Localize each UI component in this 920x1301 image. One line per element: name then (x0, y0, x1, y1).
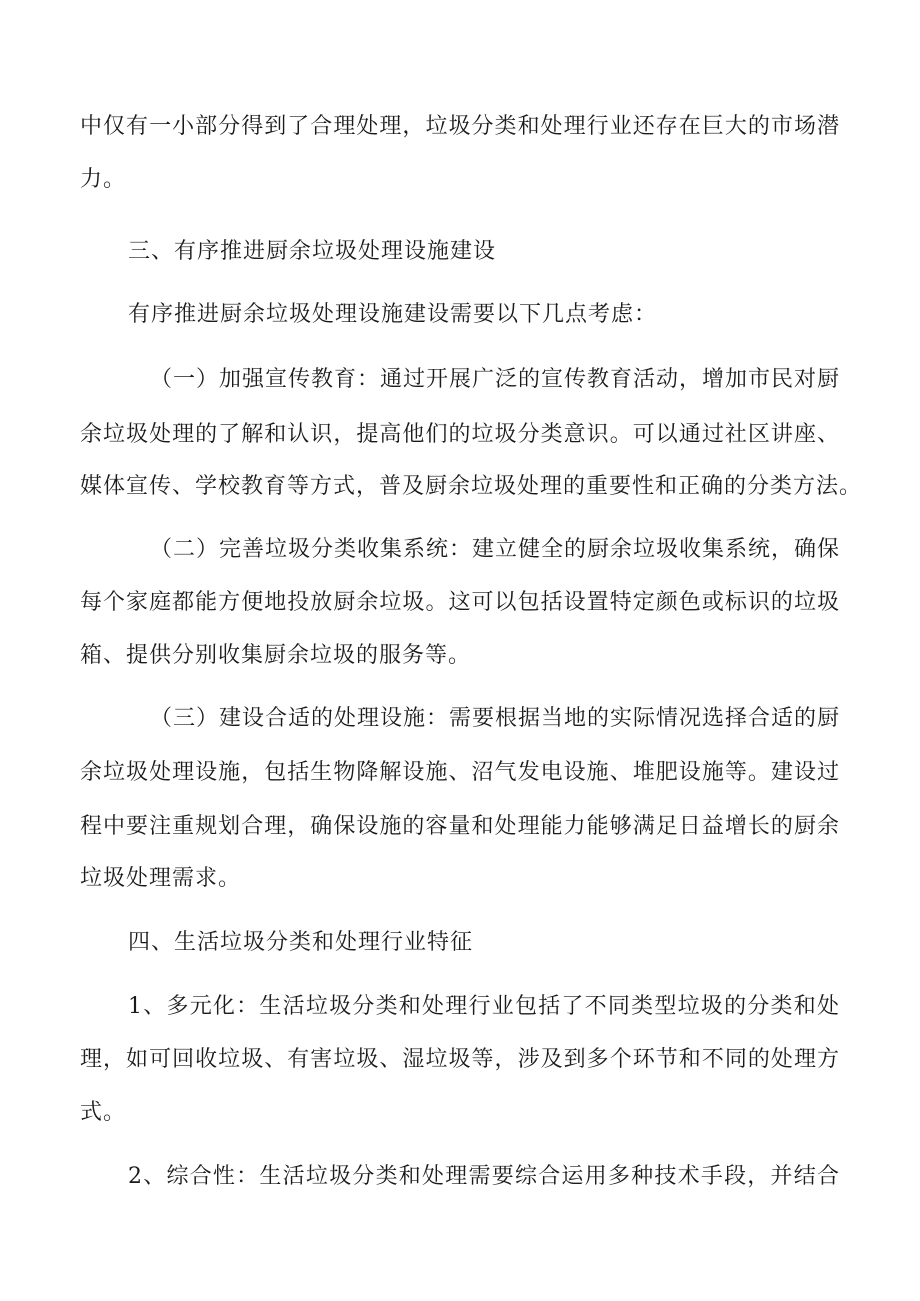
paragraph-line: 2、综合性：生活垃圾分类和处理需要综合运用多种技术手段，并结合 (128, 1164, 840, 1189)
paragraph-line: （三）建设合适的处理设施：需要根据当地的实际情况选择合适的厨 (150, 706, 841, 731)
paragraph-line: 每个家庭都能方便地投放厨余垃圾。这可以包括设置特定颜色或标识的垃圾 (80, 590, 840, 615)
paragraph-line: 力。 (80, 167, 127, 192)
paragraph-line: 余垃圾处理的了解和认识，提高他们的垃圾分类意识。可以通过社区讲座、 (80, 422, 840, 447)
paragraph-line: 程中要注重规划合理，确保设施的容量和处理能力能够满足日益增长的厨余 (80, 814, 840, 839)
paragraph-line: 中仅有一小部分得到了合理处理，垃圾分类和处理行业还存在巨大的市场潜 (80, 114, 840, 139)
paragraph-line: 理，如可回收垃圾、有害垃圾、湿垃圾等，涉及到多个环节和不同的处理方 (80, 1047, 840, 1072)
section-heading: 四、生活垃圾分类和处理行业特征 (128, 930, 474, 955)
paragraph-line: 有序推进厨余垃圾处理设施建设需要以下几点考虑： (128, 302, 658, 327)
paragraph-line: 式。 (80, 1100, 127, 1125)
paragraph-line: 媒体宣传、学校教育等方式，普及厨余垃圾处理的重要性和正确的分类方法。 (80, 474, 863, 499)
paragraph-line: 余垃圾处理设施，包括生物降解设施、沼气发电设施、堆肥设施等。建设过 (80, 760, 840, 785)
paragraph-line: 1、多元化：生活垃圾分类和处理行业包括了不同类型垃圾的分类和处 (128, 994, 840, 1019)
paragraph-line: 箱、提供分别收集厨余垃圾的服务等。 (80, 643, 472, 668)
paragraph-line: （二）完善垃圾分类收集系统：建立健全的厨余垃圾收集系统，确保 (150, 537, 841, 562)
section-heading: 三、有序推进厨余垃圾处理设施建设 (128, 239, 497, 264)
paragraph-line: 垃圾处理需求。 (80, 866, 242, 891)
paragraph-line: （一）加强宣传教育：通过开展广泛的宣传教育活动，增加市民对厨 (150, 367, 841, 392)
